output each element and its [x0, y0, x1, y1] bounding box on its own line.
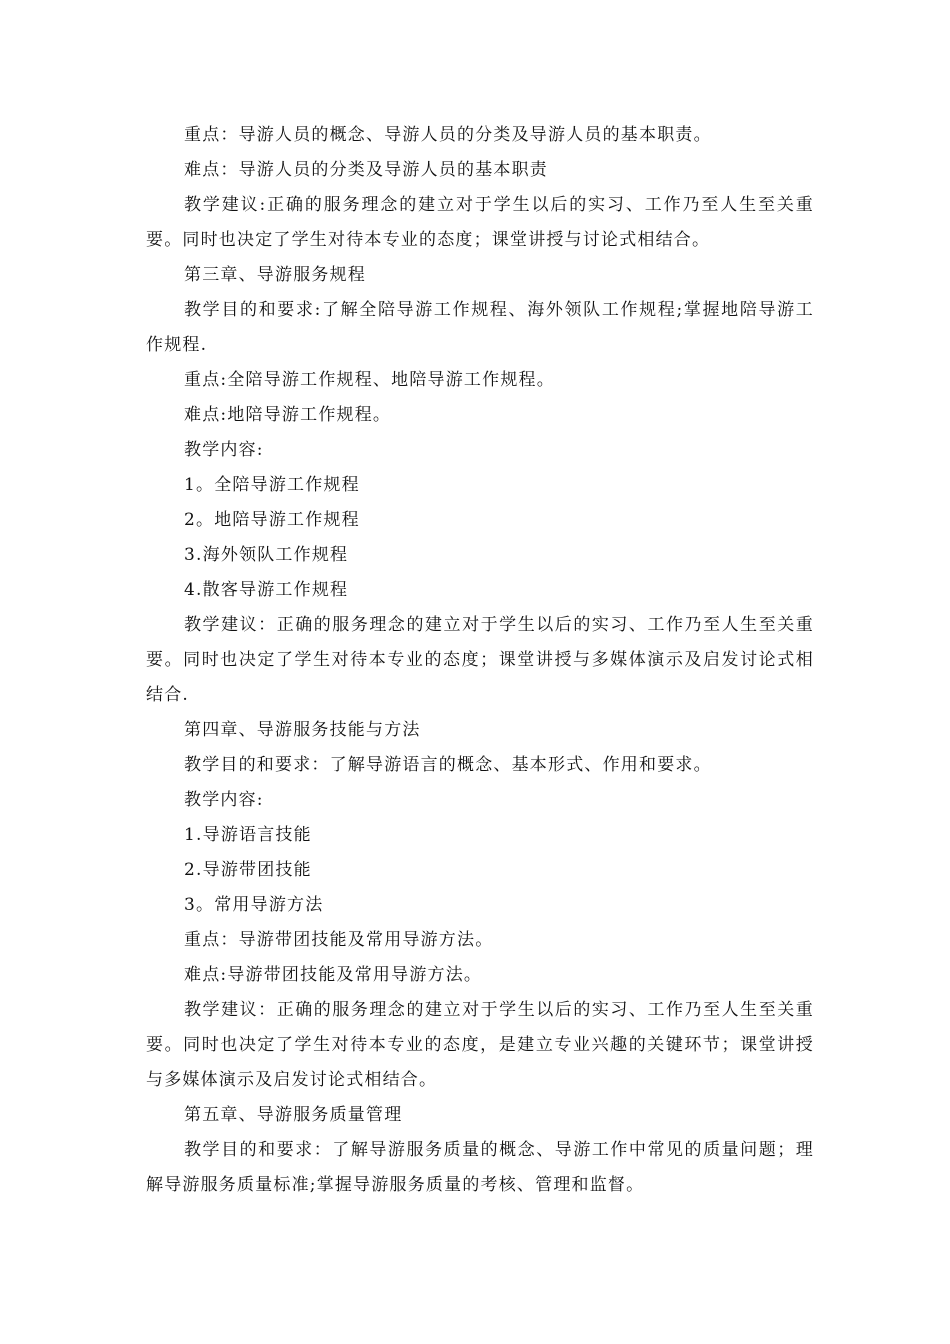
chapter-5-heading: 第五章、导游服务质量管理 — [184, 1105, 403, 1125]
paragraph-objectives-ch4: 教学目的和要求：了解导游语言的概念、基本形式、作用和要求。 — [184, 755, 712, 775]
paragraph-key-points-ch3: 重点:全陪导游工作规程、地陪导游工作规程。 — [184, 370, 555, 390]
paragraph-teaching-advice-ch2: 教学建议:正确的服务理念的建立对于学生以后的实习、工作乃至人生至关重要。同时也决定了学生对待本专业的态度；课堂讲授与讨论式相结合。 — [146, 195, 814, 250]
chapter-3-heading: 第三章、导游服务规程 — [184, 265, 366, 285]
list-item-ch3-1: 1。全陪导游工作规程 — [184, 475, 360, 495]
chapter-4-heading: 第四章、导游服务技能与方法 — [184, 720, 421, 740]
paragraph-difficulties-ch2: 难点：导游人员的分类及导游人员的基本职责 — [184, 160, 548, 180]
list-item-ch4-3: 3。常用导游方法 — [184, 895, 324, 915]
paragraph-content-label-ch3: 教学内容: — [184, 440, 264, 460]
paragraph-key-points-ch4: 重点：导游带团技能及常用导游方法。 — [184, 930, 494, 950]
paragraph-teaching-advice-ch4: 教学建议：正确的服务理念的建立对于学生以后的实习、工作乃至人生至关重要。同时也决定了学生对待本专业的态度，是建立专业兴趣的关键环节；课堂讲授与多媒体演示及启发讨论式相结合。 — [146, 1000, 814, 1090]
paragraph-key-points-ch2: 重点：导游人员的概念、导游人员的分类及导游人员的基本职责。 — [184, 125, 712, 145]
paragraph-teaching-advice-ch3: 教学建议：正确的服务理念的建立对于学生以后的实习、工作乃至人生至关重要。同时也决定了学生对待本专业的态度；课堂讲授与多媒体演示及启发讨论式相结合. — [146, 615, 814, 705]
paragraph-objectives-ch3: 教学目的和要求:了解全陪导游工作规程、海外领队工作规程;掌握地陪导游工作规程. — [146, 300, 814, 355]
list-item-ch4-2: 2.导游带团技能 — [184, 860, 312, 880]
paragraph-difficulties-ch3: 难点:地陪导游工作规程。 — [184, 405, 392, 425]
paragraph-objectives-ch5: 教学目的和要求：了解导游服务质量的概念、导游工作中常见的质量问题；理解导游服务质量标准;掌握导游服务质量的考核、管理和监督。 — [146, 1140, 814, 1195]
document-body — [146, 118, 814, 1203]
paragraph-content-label-ch4: 教学内容: — [184, 790, 264, 810]
list-item-ch3-2: 2。地陪导游工作规程 — [184, 510, 360, 530]
list-item-ch4-1: 1.导游语言技能 — [184, 825, 312, 845]
list-item-ch3-3: 3.海外领队工作规程 — [184, 545, 349, 565]
paragraph-difficulties-ch4: 难点:导游带团技能及常用导游方法。 — [184, 965, 483, 985]
list-item-ch3-4: 4.散客导游工作规程 — [184, 580, 349, 600]
